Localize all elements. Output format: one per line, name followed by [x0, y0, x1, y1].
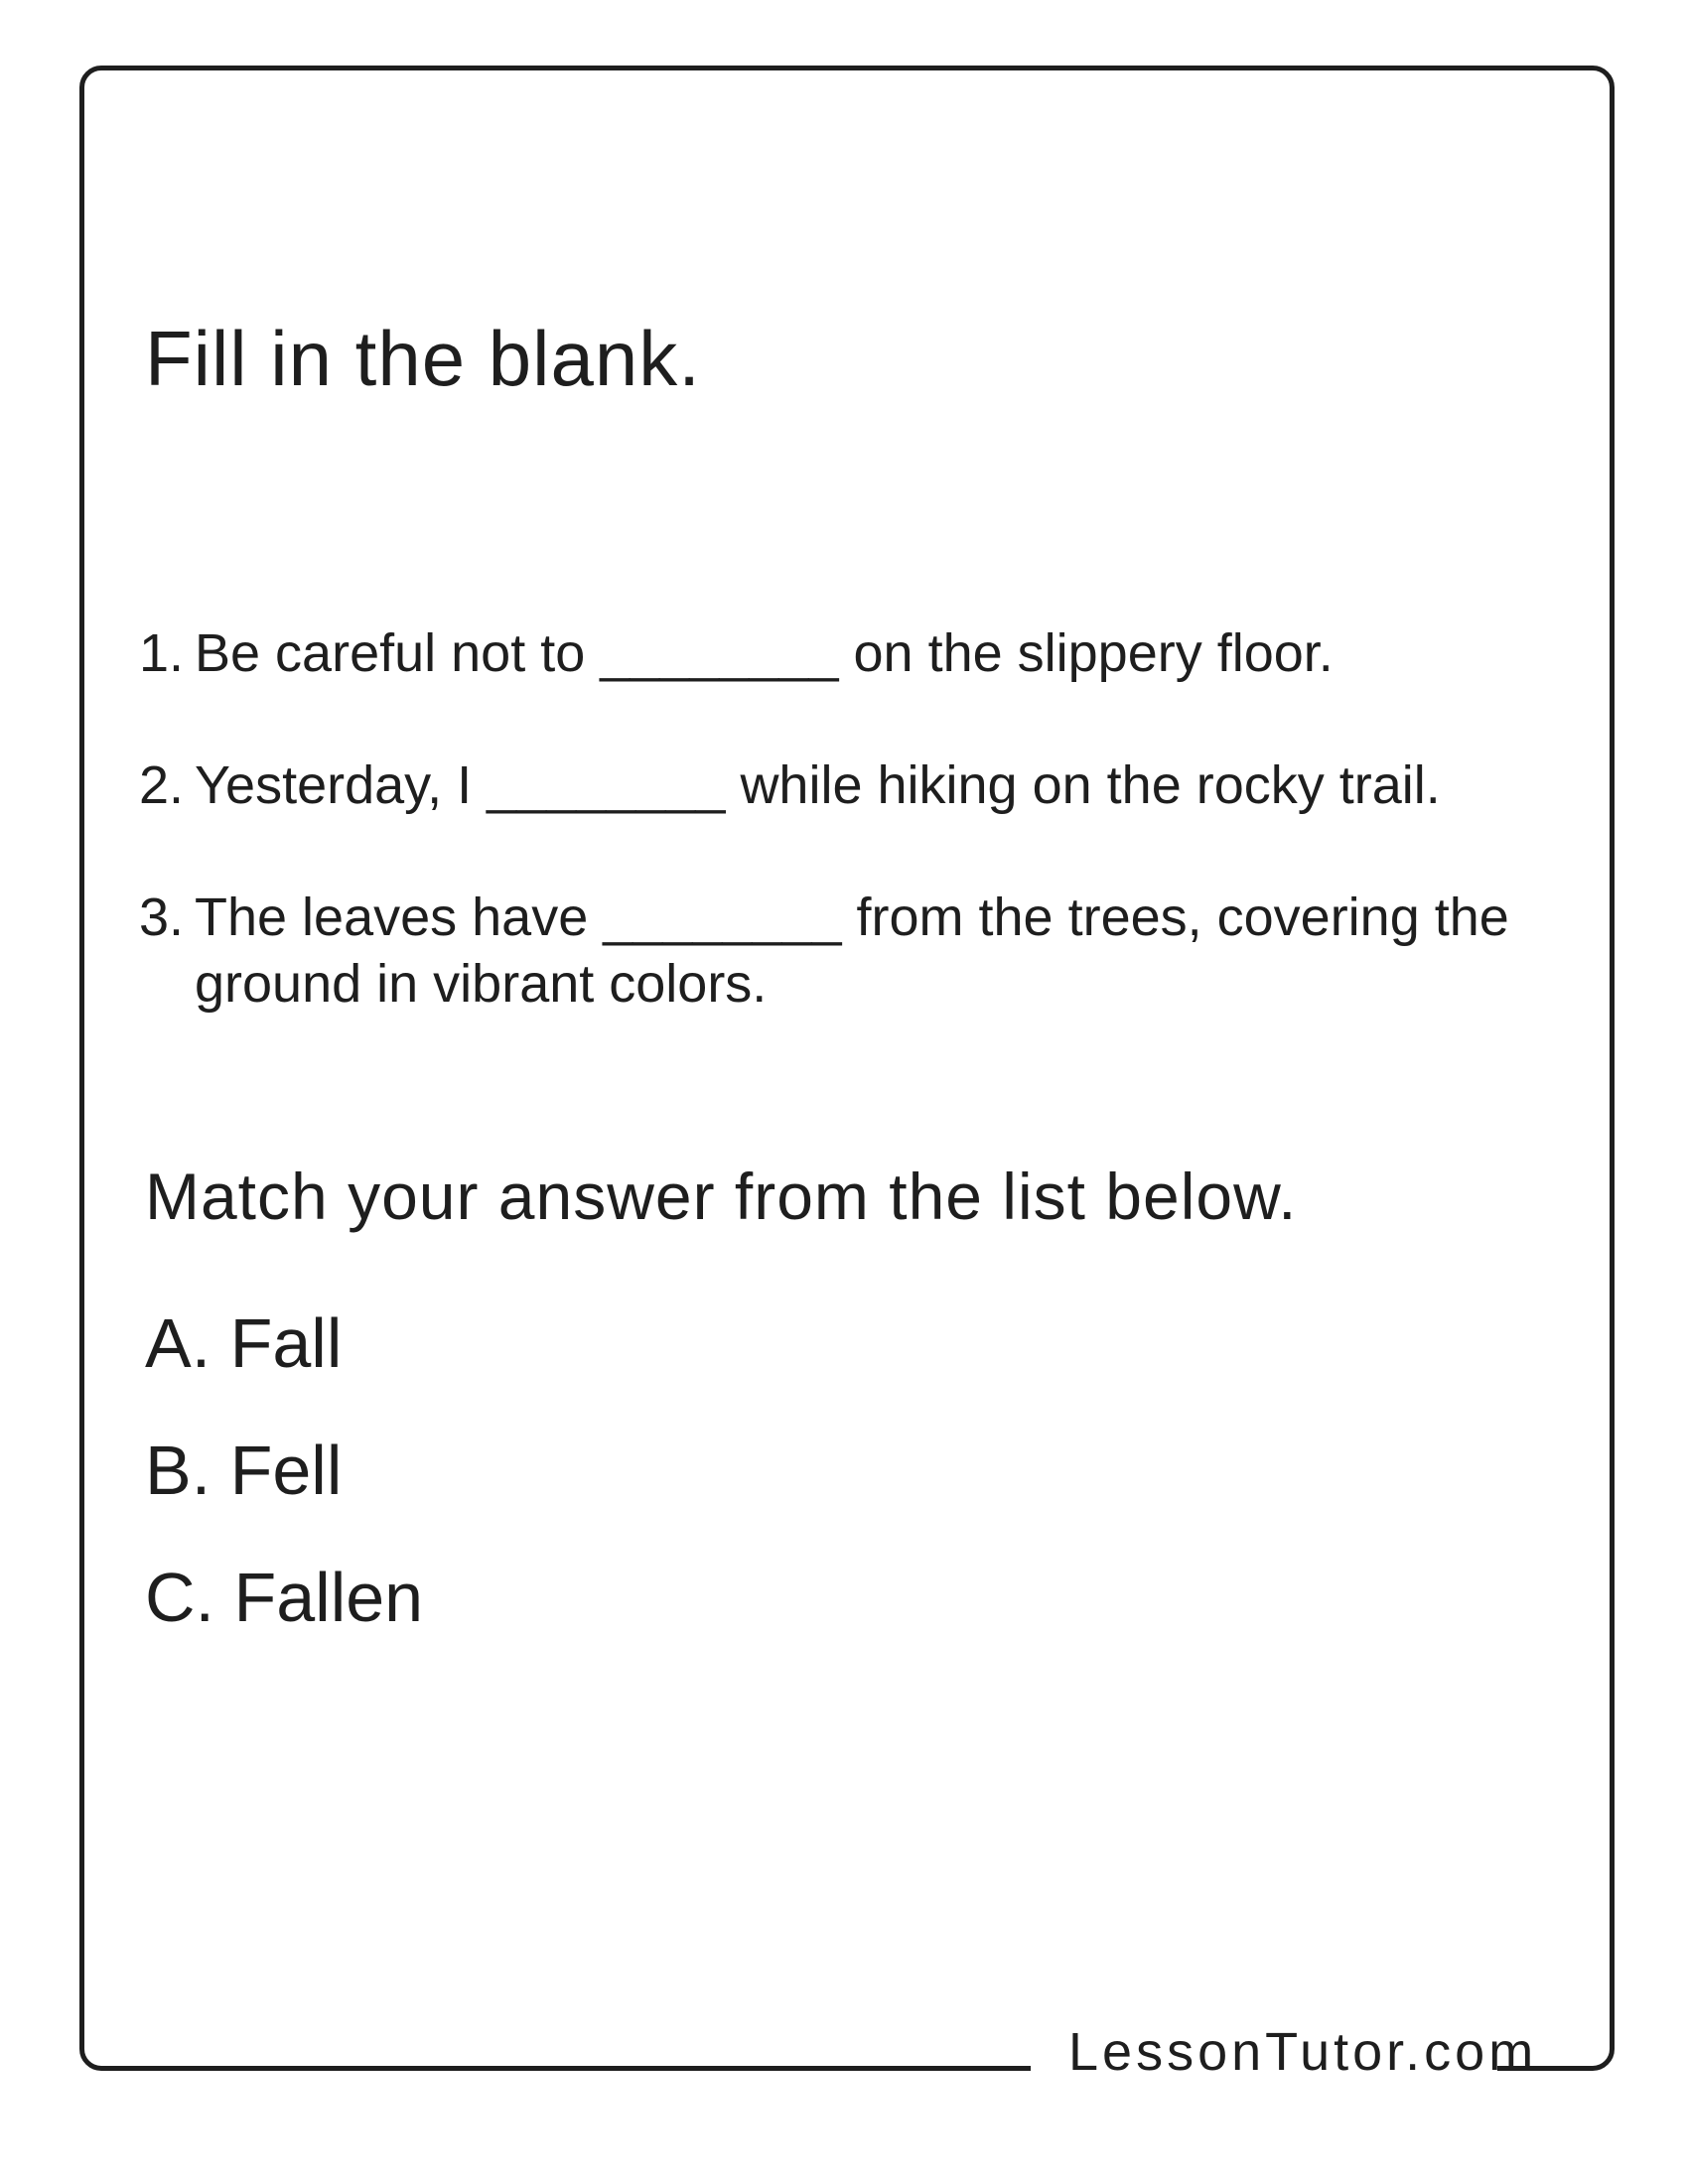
question-text: Yesterday, I ________ while hiking on the rocky trail. — [195, 755, 1441, 815]
question-text: The leaves have ________ from the trees, covering the ground in vibrant colors. — [195, 887, 1509, 1014]
answer-options — [145, 1304, 424, 1690]
brand-label: LessonTutor.com — [1068, 2022, 1538, 2082]
question-number: 2. — [139, 755, 185, 815]
question-text: Be careful not to ________ on the slippery floor. — [195, 623, 1334, 683]
question-list — [139, 620, 1529, 1083]
question-number: 3. — [139, 887, 185, 947]
question-item — [139, 752, 1529, 819]
match-prompt: Match your answer from the list below. — [145, 1160, 1298, 1233]
worksheet-title: Fill in the blank. — [145, 315, 701, 402]
question-number: 1. — [139, 623, 185, 683]
question-item — [139, 885, 1529, 1018]
answer-option-c: C. Fallen — [145, 1559, 424, 1636]
answer-option-b: B. Fell — [145, 1432, 343, 1509]
answer-option-a: A. Fall — [145, 1304, 343, 1382]
question-item — [139, 620, 1529, 687]
